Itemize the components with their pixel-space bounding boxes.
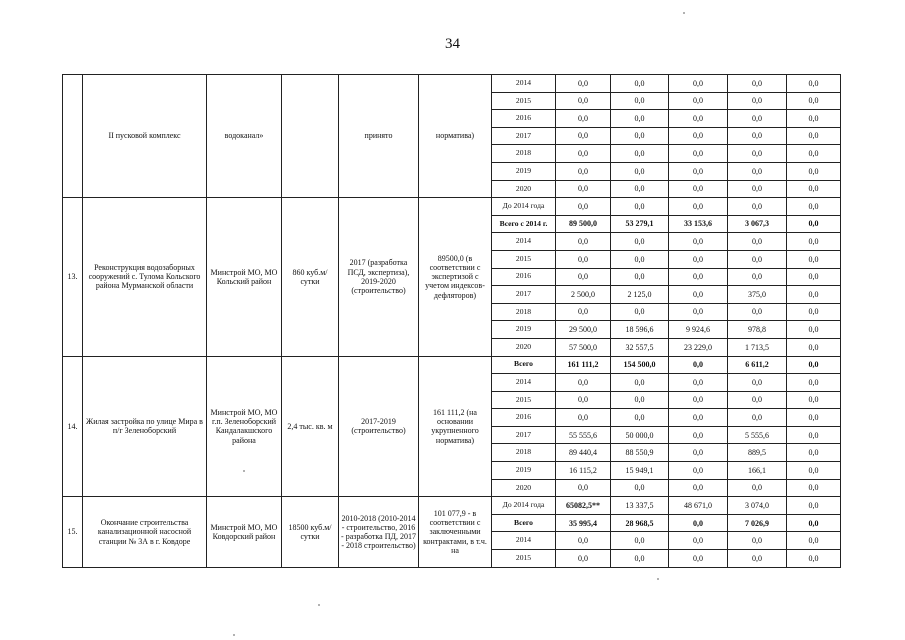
- finance-total: 0,0: [556, 198, 611, 216]
- finance-other: 0,0: [787, 356, 841, 374]
- finance-federal: 0,0: [611, 180, 669, 198]
- finance-other: 0,0: [787, 110, 841, 128]
- project-name: Окончание строительства канализационной насосной станции № 3А в г. Ковдоре: [83, 497, 207, 567]
- finance-year: 2016: [492, 409, 556, 427]
- finance-regional: 0,0: [669, 514, 728, 532]
- finance-regional: 0,0: [669, 268, 728, 286]
- finance-federal: 0,0: [611, 127, 669, 145]
- finance-other: 0,0: [787, 374, 841, 392]
- scan-speck: [683, 12, 685, 14]
- finance-total: 0,0: [556, 145, 611, 163]
- finance-local: 5 555,6: [728, 426, 787, 444]
- finance-other: 0,0: [787, 75, 841, 93]
- finance-local: 7 026,9: [728, 514, 787, 532]
- finance-federal: 0,0: [611, 532, 669, 550]
- finance-total: 0,0: [556, 479, 611, 497]
- finance-regional: 0,0: [669, 145, 728, 163]
- finance-other: 0,0: [787, 233, 841, 251]
- page-number: 34: [445, 36, 460, 52]
- finance-total: 16 115,2: [556, 462, 611, 480]
- finance-regional: 0,0: [669, 198, 728, 216]
- finance-other: 0,0: [787, 321, 841, 339]
- finance-regional: 0,0: [669, 462, 728, 480]
- finance-total: 0,0: [556, 75, 611, 93]
- finance-year: 2019: [492, 162, 556, 180]
- finance-year: До 2014 года: [492, 198, 556, 216]
- finance-local: 0,0: [728, 180, 787, 198]
- finance-local: 0,0: [728, 391, 787, 409]
- finance-local: 6 611,2: [728, 356, 787, 374]
- finance-local: 0,0: [728, 268, 787, 286]
- finance-regional: 0,0: [669, 110, 728, 128]
- finance-other: 0,0: [787, 391, 841, 409]
- finance-local: 0,0: [728, 145, 787, 163]
- finance-federal: 0,0: [611, 233, 669, 251]
- finance-regional: 33 153,6: [669, 215, 728, 233]
- finance-year: Всего с 2014 г.: [492, 215, 556, 233]
- project-number: 14.: [63, 356, 83, 497]
- finance-year: Всего: [492, 514, 556, 532]
- finance-local: 0,0: [728, 250, 787, 268]
- project-name: Реконструкция водозаборных сооружений с. Тулома Кольского района Мурманской области: [83, 198, 207, 356]
- finance-local: 0,0: [728, 127, 787, 145]
- finance-local: 0,0: [728, 479, 787, 497]
- finance-regional: 0,0: [669, 303, 728, 321]
- finance-total: 0,0: [556, 233, 611, 251]
- finance-local: 0,0: [728, 162, 787, 180]
- finance-federal: 15 949,1: [611, 462, 669, 480]
- finance-total: 161 111,2: [556, 356, 611, 374]
- table-row: [63, 356, 841, 374]
- finance-regional: 0,0: [669, 426, 728, 444]
- finance-regional: 9 924,6: [669, 321, 728, 339]
- finance-federal: 0,0: [611, 250, 669, 268]
- project-number: 15.: [63, 497, 83, 567]
- finance-total: 0,0: [556, 532, 611, 550]
- finance-local: 0,0: [728, 198, 787, 216]
- finance-regional: 0,0: [669, 479, 728, 497]
- finance-year: 2019: [492, 462, 556, 480]
- project-customer: водоканал»: [207, 75, 282, 198]
- finance-other: 0,0: [787, 198, 841, 216]
- table-row: [63, 497, 841, 515]
- project-customer: Минстрой МО, МО Кольский район: [207, 198, 282, 356]
- project-capacity: 860 куб.м/сутки: [282, 198, 339, 356]
- finance-local: 166,1: [728, 462, 787, 480]
- finance-regional: 0,0: [669, 250, 728, 268]
- finance-federal: 154 500,0: [611, 356, 669, 374]
- finance-regional: 0,0: [669, 391, 728, 409]
- finance-regional: 0,0: [669, 444, 728, 462]
- finance-other: 0,0: [787, 92, 841, 110]
- finance-federal: 0,0: [611, 479, 669, 497]
- finance-other: 0,0: [787, 444, 841, 462]
- finance-federal: 18 596,6: [611, 321, 669, 339]
- finance-other: 0,0: [787, 145, 841, 163]
- finance-regional: 0,0: [669, 374, 728, 392]
- finance-year: 2015: [492, 550, 556, 568]
- project-number: 13.: [63, 198, 83, 356]
- finance-regional: 48 671,0: [669, 497, 728, 515]
- investment-program-table: [62, 74, 841, 568]
- finance-year: 2014: [492, 374, 556, 392]
- finance-other: 0,0: [787, 127, 841, 145]
- finance-local: 978,8: [728, 321, 787, 339]
- finance-federal: 53 279,1: [611, 215, 669, 233]
- table-row: [63, 198, 841, 216]
- finance-regional: 0,0: [669, 75, 728, 93]
- finance-local: 3 067,3: [728, 215, 787, 233]
- project-name: II пусковой комплекс: [83, 75, 207, 198]
- finance-federal: 0,0: [611, 75, 669, 93]
- finance-year: 2016: [492, 268, 556, 286]
- project-capacity: 18500 куб.м/сутки: [282, 497, 339, 567]
- finance-regional: 0,0: [669, 180, 728, 198]
- finance-total: 0,0: [556, 127, 611, 145]
- finance-other: 0,0: [787, 550, 841, 568]
- finance-federal: 0,0: [611, 550, 669, 568]
- finance-total: 0,0: [556, 374, 611, 392]
- finance-local: 1 713,5: [728, 338, 787, 356]
- finance-year: 2020: [492, 338, 556, 356]
- finance-federal: 0,0: [611, 110, 669, 128]
- finance-regional: 0,0: [669, 356, 728, 374]
- project-cost: норматива): [419, 75, 492, 198]
- finance-federal: 0,0: [611, 92, 669, 110]
- finance-other: 0,0: [787, 162, 841, 180]
- finance-local: 0,0: [728, 233, 787, 251]
- finance-year: 2014: [492, 532, 556, 550]
- finance-federal: 28 968,5: [611, 514, 669, 532]
- finance-regional: 0,0: [669, 286, 728, 304]
- finance-other: 0,0: [787, 338, 841, 356]
- finance-federal: 0,0: [611, 145, 669, 163]
- project-cost: 89500,0 (в соответствии с экспертизой с учетом индексов-дефляторов): [419, 198, 492, 356]
- finance-other: 0,0: [787, 215, 841, 233]
- project-period: 2017 (разработка ПСД, экспертиза), 2019-2020 (строительство): [339, 198, 419, 356]
- scan-speck: [243, 470, 245, 472]
- finance-total: 0,0: [556, 92, 611, 110]
- finance-total: 0,0: [556, 391, 611, 409]
- finance-federal: 13 337,5: [611, 497, 669, 515]
- project-customer: Минстрой МО, МО г.п. Зеленоборский Кандалакшского района: [207, 356, 282, 497]
- finance-year: 2018: [492, 444, 556, 462]
- project-customer: Минстрой МО, МО Ковдорский район: [207, 497, 282, 567]
- finance-federal: 0,0: [611, 198, 669, 216]
- project-number: [63, 75, 83, 198]
- finance-total: 0,0: [556, 250, 611, 268]
- finance-other: 0,0: [787, 462, 841, 480]
- finance-total: 0,0: [556, 550, 611, 568]
- finance-local: 0,0: [728, 75, 787, 93]
- finance-other: 0,0: [787, 497, 841, 515]
- finance-year: До 2014 года: [492, 497, 556, 515]
- finance-other: 0,0: [787, 180, 841, 198]
- finance-other: 0,0: [787, 514, 841, 532]
- finance-total: 89 500,0: [556, 215, 611, 233]
- finance-federal: 32 557,5: [611, 338, 669, 356]
- finance-total: 89 440,4: [556, 444, 611, 462]
- finance-federal: 0,0: [611, 409, 669, 427]
- finance-year: 2014: [492, 233, 556, 251]
- finance-other: 0,0: [787, 426, 841, 444]
- finance-total: 57 500,0: [556, 338, 611, 356]
- table-body: [63, 75, 841, 568]
- finance-year: 2017: [492, 426, 556, 444]
- finance-local: 0,0: [728, 532, 787, 550]
- finance-federal: 0,0: [611, 162, 669, 180]
- finance-total: 0,0: [556, 110, 611, 128]
- finance-other: 0,0: [787, 303, 841, 321]
- finance-total: 35 995,4: [556, 514, 611, 532]
- finance-year: 2016: [492, 110, 556, 128]
- finance-local: 0,0: [728, 550, 787, 568]
- finance-regional: 23 229,0: [669, 338, 728, 356]
- finance-year: 2018: [492, 145, 556, 163]
- finance-federal: 2 125,0: [611, 286, 669, 304]
- finance-year: 2017: [492, 286, 556, 304]
- finance-local: 3 074,0: [728, 497, 787, 515]
- finance-total: 0,0: [556, 268, 611, 286]
- finance-year: 2018: [492, 303, 556, 321]
- finance-federal: 0,0: [611, 268, 669, 286]
- finance-total: 55 555,6: [556, 426, 611, 444]
- scan-speck: [233, 634, 235, 636]
- project-name: Жилая застройка по улице Мира в п/г Зеленоборский: [83, 356, 207, 497]
- finance-other: 0,0: [787, 250, 841, 268]
- project-capacity: 2,4 тыс. кв. м: [282, 356, 339, 497]
- finance-year: 2020: [492, 479, 556, 497]
- project-period: 2017-2019 (строительство): [339, 356, 419, 497]
- finance-federal: 0,0: [611, 374, 669, 392]
- project-period: принято: [339, 75, 419, 198]
- table-row: [63, 75, 841, 93]
- finance-other: 0,0: [787, 479, 841, 497]
- finance-local: 0,0: [728, 409, 787, 427]
- finance-regional: 0,0: [669, 550, 728, 568]
- finance-total: 0,0: [556, 303, 611, 321]
- finance-regional: 0,0: [669, 162, 728, 180]
- finance-local: 0,0: [728, 92, 787, 110]
- finance-total: 65082,5**: [556, 497, 611, 515]
- finance-total: 0,0: [556, 409, 611, 427]
- finance-total: 2 500,0: [556, 286, 611, 304]
- finance-total: 29 500,0: [556, 321, 611, 339]
- finance-regional: 0,0: [669, 127, 728, 145]
- finance-year: 2015: [492, 391, 556, 409]
- finance-other: 0,0: [787, 409, 841, 427]
- finance-year: 2019: [492, 321, 556, 339]
- project-capacity: [282, 75, 339, 198]
- scan-speck: [318, 604, 320, 606]
- finance-year: 2015: [492, 92, 556, 110]
- finance-regional: 0,0: [669, 409, 728, 427]
- finance-regional: 0,0: [669, 233, 728, 251]
- finance-federal: 88 550,9: [611, 444, 669, 462]
- finance-local: 0,0: [728, 374, 787, 392]
- finance-local: 0,0: [728, 110, 787, 128]
- finance-local: 0,0: [728, 303, 787, 321]
- finance-total: 0,0: [556, 180, 611, 198]
- finance-local: 889,5: [728, 444, 787, 462]
- finance-other: 0,0: [787, 268, 841, 286]
- project-period: 2010-2018 (2010-2014 - строительство, 2016 - разработка ПД, 2017 - 2018 строительство): [339, 497, 419, 567]
- finance-federal: 0,0: [611, 303, 669, 321]
- finance-year: 2017: [492, 127, 556, 145]
- finance-federal: 50 000,0: [611, 426, 669, 444]
- scan-speck: [657, 578, 659, 580]
- finance-federal: 0,0: [611, 391, 669, 409]
- finance-regional: 0,0: [669, 92, 728, 110]
- project-cost: 101 077,9 - в соответствии с заключенными контрактами, в т.ч. на: [419, 497, 492, 567]
- finance-total: 0,0: [556, 162, 611, 180]
- finance-year: 2014: [492, 75, 556, 93]
- finance-local: 375,0: [728, 286, 787, 304]
- finance-year: 2015: [492, 250, 556, 268]
- finance-year: Всего: [492, 356, 556, 374]
- finance-other: 0,0: [787, 286, 841, 304]
- finance-other: 0,0: [787, 532, 841, 550]
- finance-year: 2020: [492, 180, 556, 198]
- finance-regional: 0,0: [669, 532, 728, 550]
- project-cost: 161 111,2 (на основании укрупненного норматива): [419, 356, 492, 497]
